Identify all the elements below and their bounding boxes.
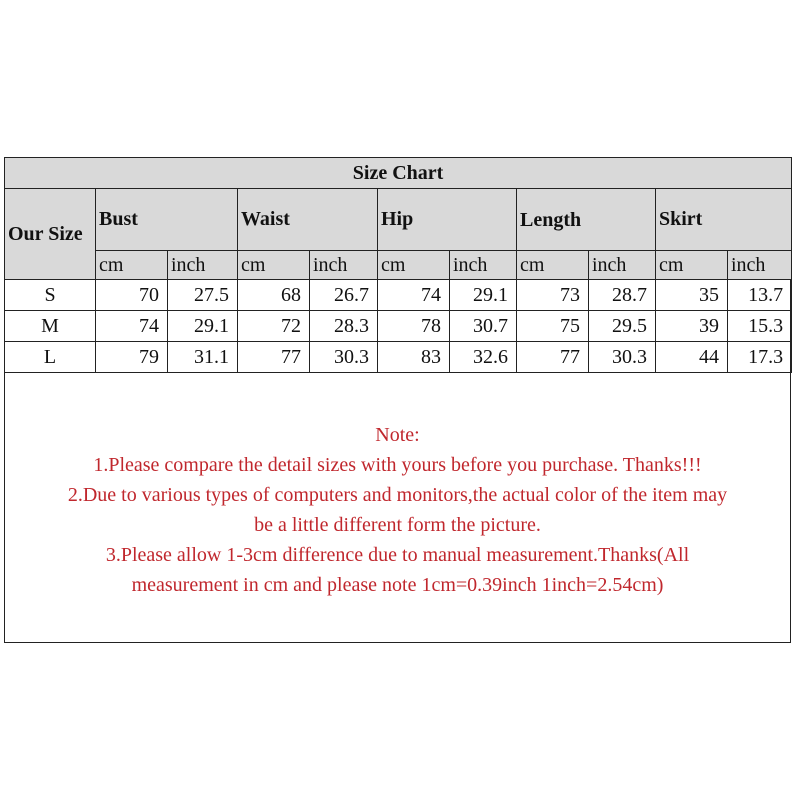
unit-header: cm [96, 251, 168, 280]
note-line-3b: measurement in cm and please note 1cm=0.39inch 1inch=2.54cm) [131, 574, 664, 596]
size-chart-table [4, 157, 792, 373]
table-cell: 30.3 [310, 342, 378, 373]
table-row [5, 311, 792, 342]
table-cell: 78 [378, 311, 450, 342]
table-row [5, 342, 792, 373]
length-header-label: Length [520, 208, 582, 231]
table-cell: 68 [238, 280, 310, 311]
note-line-2b: be a little different form the picture. [254, 514, 541, 536]
table-cell: 74 [378, 280, 450, 311]
table-title: Size Chart [5, 158, 792, 189]
table-row [5, 280, 792, 311]
table-cell: 44 [656, 342, 728, 373]
unit-header: inch [728, 251, 792, 280]
size-label: L [5, 342, 96, 373]
unit-header: cm [238, 251, 310, 280]
table-cell: 77 [517, 342, 589, 373]
notes-heading: Note: [375, 424, 420, 446]
table-cell: 31.1 [168, 342, 238, 373]
table-cell: 28.3 [310, 311, 378, 342]
waist-header: Waist [238, 189, 378, 251]
table-cell: 70 [96, 280, 168, 311]
bust-header: Bust [96, 189, 238, 251]
unit-header: inch [589, 251, 656, 280]
table-cell: 72 [238, 311, 310, 342]
our-size-header: Our Size [5, 189, 96, 280]
table-cell: 83 [378, 342, 450, 373]
table-cell: 30.7 [450, 311, 517, 342]
unit-header: inch [450, 251, 517, 280]
table-cell: 74 [96, 311, 168, 342]
table-cell: 77 [238, 342, 310, 373]
table-cell: 35 [656, 280, 728, 311]
unit-header: inch [310, 251, 378, 280]
table-cell: 17.3 [728, 342, 792, 373]
table-cell: 39 [656, 311, 728, 342]
table-cell: 28.7 [589, 280, 656, 311]
notes-section [4, 420, 791, 600]
unit-header: cm [656, 251, 728, 280]
table-cell: 27.5 [168, 280, 238, 311]
unit-header: inch [168, 251, 238, 280]
table-cell: 30.3 [589, 342, 656, 373]
table-cell: 13.7 [728, 280, 792, 311]
table-cell: 15.3 [728, 311, 792, 342]
length-header [517, 189, 656, 251]
size-label: S [5, 280, 96, 311]
table-cell: 79 [96, 342, 168, 373]
table-cell: 73 [517, 280, 589, 311]
table-cell: 75 [517, 311, 589, 342]
note-line-1: 1.Please compare the detail sizes with yours before you purchase. Thanks!!! [93, 454, 702, 476]
table-cell: 32.6 [450, 342, 517, 373]
hip-header: Hip [378, 189, 517, 251]
table-cell: 26.7 [310, 280, 378, 311]
note-line-2a: 2.Due to various types of computers and monitors,the actual color of the item may [67, 484, 728, 506]
table-cell: 29.1 [168, 311, 238, 342]
size-label: M [5, 311, 96, 342]
unit-header: cm [517, 251, 589, 280]
table-cell: 29.5 [589, 311, 656, 342]
skirt-header: Skirt [656, 189, 792, 251]
table-cell: 29.1 [450, 280, 517, 311]
note-line-3a: 3.Please allow 1-3cm difference due to manual measurement.Thanks(All [105, 544, 690, 566]
unit-header: cm [378, 251, 450, 280]
